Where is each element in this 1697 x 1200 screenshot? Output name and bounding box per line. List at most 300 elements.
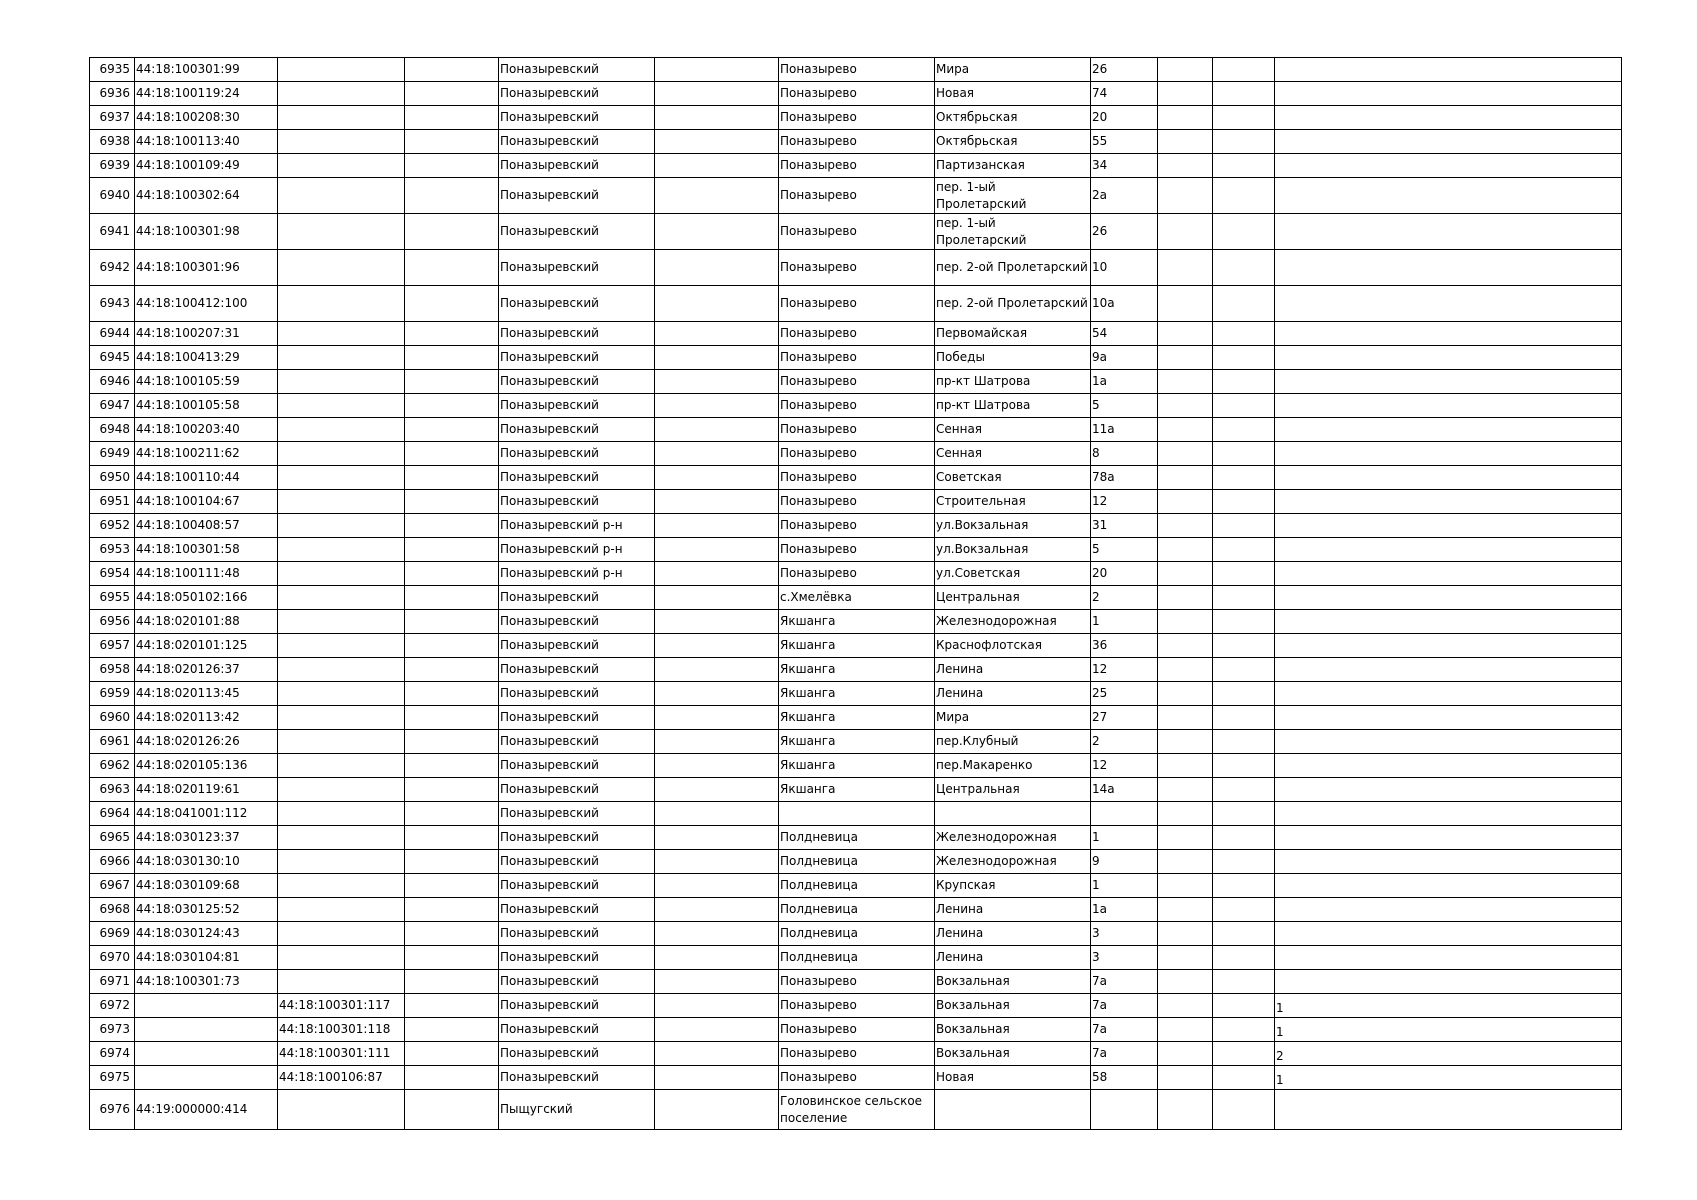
house-cell: 7а [1091, 970, 1158, 994]
empty-cell [655, 130, 779, 154]
table-row [90, 1066, 1622, 1090]
cadastral-number-cell: 44:18:020105:136 [135, 754, 278, 778]
locality-cell: Поназырево [779, 994, 935, 1018]
cadastral-number-cell: 44:18:020113:42 [135, 706, 278, 730]
district-cell: Поназыревский [499, 754, 655, 778]
count-cell [1275, 562, 1622, 586]
empty-cell [655, 490, 779, 514]
empty-cell [405, 730, 499, 754]
cadastral-number-2-cell [278, 898, 405, 922]
cadastral-number-cell: 44:18:020126:26 [135, 730, 278, 754]
locality-cell: Поназырево [779, 286, 935, 322]
cadastral-number-2-cell [278, 850, 405, 874]
cadastral-number-2-cell [278, 730, 405, 754]
house-cell: 25 [1091, 682, 1158, 706]
empty-cell [1213, 58, 1275, 82]
table-row [90, 82, 1622, 106]
count-cell [1275, 922, 1622, 946]
empty-cell [1158, 370, 1213, 394]
cadastral-number-2-cell [278, 1090, 405, 1130]
locality-cell: Поназырево [779, 1066, 935, 1090]
empty-cell [405, 154, 499, 178]
empty-cell [405, 250, 499, 286]
table-row [90, 754, 1622, 778]
table-row [90, 250, 1622, 286]
street-cell: Мира [935, 706, 1091, 730]
street-cell: ул.Вокзальная [935, 514, 1091, 538]
district-cell: Поназыревский [499, 154, 655, 178]
cadastral-number-2-cell [278, 706, 405, 730]
locality-cell: Поназырево [779, 514, 935, 538]
cadastral-number-cell: 44:18:020126:37 [135, 658, 278, 682]
row-number-cell: 6940 [90, 178, 135, 214]
table-row [90, 1018, 1622, 1042]
district-cell: Поназыревский [499, 250, 655, 286]
count-cell [1275, 970, 1622, 994]
empty-cell [655, 514, 779, 538]
district-cell: Поназыревский [499, 874, 655, 898]
empty-cell [1213, 466, 1275, 490]
empty-cell [655, 442, 779, 466]
locality-cell: Поназырево [779, 370, 935, 394]
row-number-cell: 6971 [90, 970, 135, 994]
locality-cell: Полдневица [779, 946, 935, 970]
empty-cell [1158, 394, 1213, 418]
empty-cell [405, 346, 499, 370]
table-row [90, 214, 1622, 250]
empty-cell [1158, 658, 1213, 682]
street-cell: Крупская [935, 874, 1091, 898]
locality-cell: Поназырево [779, 418, 935, 442]
cadastral-number-cell: 44:18:041001:112 [135, 802, 278, 826]
empty-cell [1158, 754, 1213, 778]
street-cell: пер.Клубный [935, 730, 1091, 754]
count-cell [1275, 394, 1622, 418]
cadastral-number-2-cell [278, 802, 405, 826]
count-cell [1275, 154, 1622, 178]
cadastral-number-2-cell [278, 442, 405, 466]
cadastral-number-2-cell [278, 106, 405, 130]
locality-cell: Поназырево [779, 562, 935, 586]
empty-cell [1213, 802, 1275, 826]
empty-cell [655, 802, 779, 826]
empty-cell [655, 706, 779, 730]
empty-cell [1158, 922, 1213, 946]
row-number-cell: 6964 [90, 802, 135, 826]
empty-cell [1213, 154, 1275, 178]
locality-cell: Поназырево [779, 970, 935, 994]
street-cell: Ленина [935, 658, 1091, 682]
cadastral-number-cell: 44:18:100301:99 [135, 58, 278, 82]
cadastral-number-cell: 44:18:030125:52 [135, 898, 278, 922]
cadastral-number-2-cell [278, 586, 405, 610]
empty-cell [405, 874, 499, 898]
table-row [90, 802, 1622, 826]
row-number-cell: 6938 [90, 130, 135, 154]
locality-cell: Поназырево [779, 442, 935, 466]
house-cell: 3 [1091, 922, 1158, 946]
locality-cell: Поназырево [779, 1018, 935, 1042]
empty-cell [1213, 994, 1275, 1018]
street-cell: Партизанская [935, 154, 1091, 178]
table-row [90, 286, 1622, 322]
house-cell: 2а [1091, 178, 1158, 214]
empty-cell [655, 850, 779, 874]
empty-cell [655, 250, 779, 286]
empty-cell [655, 466, 779, 490]
locality-cell: Якшанга [779, 778, 935, 802]
district-cell: Поназыревский [499, 778, 655, 802]
cadastral-number-cell: 44:18:100119:24 [135, 82, 278, 106]
row-number-cell: 6970 [90, 946, 135, 970]
empty-cell [655, 922, 779, 946]
table-row [90, 178, 1622, 214]
street-cell: пер. 1-ый Пролетарский [935, 178, 1091, 214]
district-cell: Поназыревский [499, 850, 655, 874]
empty-cell [405, 58, 499, 82]
locality-cell: Якшанга [779, 658, 935, 682]
street-cell: Советская [935, 466, 1091, 490]
cadastral-number-2-cell [278, 634, 405, 658]
count-cell [1275, 322, 1622, 346]
street-cell: Октябрьская [935, 106, 1091, 130]
locality-cell: Поназырево [779, 130, 935, 154]
house-cell: 26 [1091, 214, 1158, 250]
table-row [90, 658, 1622, 682]
empty-cell [1213, 562, 1275, 586]
street-cell: Мира [935, 58, 1091, 82]
row-number-cell: 6963 [90, 778, 135, 802]
row-number-cell: 6937 [90, 106, 135, 130]
table-row [90, 634, 1622, 658]
house-cell: 31 [1091, 514, 1158, 538]
empty-cell [405, 826, 499, 850]
district-cell: Поназыревский [499, 58, 655, 82]
street-cell: Победы [935, 346, 1091, 370]
street-cell: пр-кт Шатрова [935, 394, 1091, 418]
table-row [90, 850, 1622, 874]
empty-cell [655, 214, 779, 250]
empty-cell [1158, 442, 1213, 466]
street-cell: Железнодорожная [935, 610, 1091, 634]
house-cell: 12 [1091, 490, 1158, 514]
count-cell [1275, 250, 1622, 286]
street-cell: Ленина [935, 922, 1091, 946]
row-number-cell: 6966 [90, 850, 135, 874]
street-cell: Октябрьская [935, 130, 1091, 154]
district-cell: Поназыревский [499, 286, 655, 322]
empty-cell [655, 82, 779, 106]
locality-cell: Поназырево [779, 538, 935, 562]
cadastral-number-cell [135, 1042, 278, 1066]
empty-cell [1213, 286, 1275, 322]
street-cell: ул.Советская [935, 562, 1091, 586]
table-row [90, 322, 1622, 346]
locality-cell: с.Хмелёвка [779, 586, 935, 610]
empty-cell [655, 898, 779, 922]
empty-cell [1158, 286, 1213, 322]
row-number-cell: 6952 [90, 514, 135, 538]
table-row [90, 106, 1622, 130]
empty-cell [1158, 994, 1213, 1018]
cadastral-number-cell: 44:18:100113:40 [135, 130, 278, 154]
empty-cell [655, 826, 779, 850]
cadastral-number-cell: 44:18:100105:59 [135, 370, 278, 394]
row-number-cell: 6941 [90, 214, 135, 250]
district-cell: Поназыревский [499, 442, 655, 466]
empty-cell [1213, 514, 1275, 538]
street-cell: Строительная [935, 490, 1091, 514]
cadastral-number-cell: 44:18:100111:48 [135, 562, 278, 586]
empty-cell [1158, 130, 1213, 154]
street-cell: Ленина [935, 898, 1091, 922]
count-cell [1275, 214, 1622, 250]
empty-cell [1213, 1018, 1275, 1042]
empty-cell [655, 178, 779, 214]
row-number-cell: 6948 [90, 418, 135, 442]
cadastral-number-2-cell [278, 778, 405, 802]
empty-cell [405, 82, 499, 106]
empty-cell [655, 610, 779, 634]
cadastral-number-2-cell [278, 874, 405, 898]
street-cell: Железнодорожная [935, 826, 1091, 850]
cadastral-number-cell [135, 1066, 278, 1090]
empty-cell [405, 1018, 499, 1042]
street-cell: Ленина [935, 946, 1091, 970]
cadastral-number-2-cell [278, 610, 405, 634]
count-cell [1275, 946, 1622, 970]
empty-cell [1213, 106, 1275, 130]
row-number-cell: 6935 [90, 58, 135, 82]
district-cell: Поназыревский [499, 1018, 655, 1042]
locality-cell: Поназырево [779, 1042, 935, 1066]
table-row [90, 538, 1622, 562]
district-cell: Поназыревский [499, 826, 655, 850]
empty-cell [1158, 970, 1213, 994]
count-cell [1275, 802, 1622, 826]
table-row [90, 466, 1622, 490]
empty-cell [1213, 214, 1275, 250]
cadastral-number-cell: 44:19:000000:414 [135, 1090, 278, 1130]
cadastral-number-cell: 44:18:100211:62 [135, 442, 278, 466]
locality-cell: Поназырево [779, 322, 935, 346]
cadastral-number-cell: 44:18:100302:64 [135, 178, 278, 214]
cadastral-number-2-cell [278, 970, 405, 994]
cadastral-number-cell: 44:18:100301:58 [135, 538, 278, 562]
empty-cell [655, 946, 779, 970]
house-cell: 1а [1091, 370, 1158, 394]
house-cell: 8 [1091, 442, 1158, 466]
empty-cell [655, 1090, 779, 1130]
district-cell: Поназыревский [499, 586, 655, 610]
row-number-cell: 6965 [90, 826, 135, 850]
count-cell [1275, 490, 1622, 514]
empty-cell [405, 178, 499, 214]
empty-cell [1158, 466, 1213, 490]
empty-cell [405, 778, 499, 802]
table-row [90, 562, 1622, 586]
cadastral-number-2-cell [278, 394, 405, 418]
cadastral-number-2-cell [278, 286, 405, 322]
row-number-cell: 6951 [90, 490, 135, 514]
count-cell [1275, 778, 1622, 802]
row-number-cell: 6950 [90, 466, 135, 490]
district-cell: Поназыревский [499, 994, 655, 1018]
district-cell: Поназыревский [499, 130, 655, 154]
cadastral-number-cell: 44:18:050102:166 [135, 586, 278, 610]
street-cell: Железнодорожная [935, 850, 1091, 874]
table-row [90, 874, 1622, 898]
empty-cell [1158, 322, 1213, 346]
cadastral-number-cell: 44:18:100207:31 [135, 322, 278, 346]
count-cell: 2 [1275, 1042, 1622, 1066]
empty-cell [405, 538, 499, 562]
house-cell: 20 [1091, 562, 1158, 586]
district-cell: Поназыревский [499, 610, 655, 634]
empty-cell [655, 994, 779, 1018]
empty-cell [1158, 874, 1213, 898]
empty-cell [655, 562, 779, 586]
empty-cell [1213, 778, 1275, 802]
cadastral-number-cell: 44:18:020113:45 [135, 682, 278, 706]
district-cell: Поназыревский [499, 634, 655, 658]
cadastral-number-cell: 44:18:030104:81 [135, 946, 278, 970]
street-cell: Краснофлотская [935, 634, 1091, 658]
house-cell: 1 [1091, 610, 1158, 634]
street-cell: Новая [935, 82, 1091, 106]
house-cell: 27 [1091, 706, 1158, 730]
cadastral-number-cell: 44:18:020101:88 [135, 610, 278, 634]
empty-cell [1158, 730, 1213, 754]
row-number-cell: 6947 [90, 394, 135, 418]
house-cell: 26 [1091, 58, 1158, 82]
count-cell [1275, 826, 1622, 850]
empty-cell [405, 850, 499, 874]
cadastral-number-cell: 44:18:100412:100 [135, 286, 278, 322]
empty-cell [655, 1018, 779, 1042]
empty-cell [1213, 250, 1275, 286]
empty-cell [405, 922, 499, 946]
row-number-cell: 6969 [90, 922, 135, 946]
empty-cell [405, 130, 499, 154]
empty-cell [1213, 418, 1275, 442]
table-row [90, 898, 1622, 922]
empty-cell [1158, 1090, 1213, 1130]
locality-cell: Поназырево [779, 178, 935, 214]
house-cell: 10а [1091, 286, 1158, 322]
empty-cell [1158, 214, 1213, 250]
empty-cell [1213, 706, 1275, 730]
count-cell [1275, 610, 1622, 634]
house-cell: 34 [1091, 154, 1158, 178]
locality-cell: Полдневица [779, 826, 935, 850]
cadastral-number-2-cell [278, 562, 405, 586]
cadastral-number-cell: 44:18:100413:29 [135, 346, 278, 370]
empty-cell [405, 466, 499, 490]
cadastral-number-cell: 44:18:030124:43 [135, 922, 278, 946]
empty-cell [1213, 826, 1275, 850]
count-cell [1275, 286, 1622, 322]
district-cell: Поназыревский [499, 490, 655, 514]
table-row [90, 418, 1622, 442]
empty-cell [655, 754, 779, 778]
house-cell: 3 [1091, 946, 1158, 970]
cadastral-number-2-cell [278, 154, 405, 178]
empty-cell [1213, 538, 1275, 562]
table-row [90, 610, 1622, 634]
empty-cell [1213, 730, 1275, 754]
empty-cell [1158, 154, 1213, 178]
house-cell: 12 [1091, 754, 1158, 778]
cadastral-number-cell [135, 994, 278, 1018]
count-cell [1275, 346, 1622, 370]
empty-cell [655, 634, 779, 658]
empty-cell [1213, 394, 1275, 418]
row-number-cell: 6975 [90, 1066, 135, 1090]
table-row [90, 778, 1622, 802]
locality-cell: Полдневица [779, 898, 935, 922]
cadastral-number-2-cell [278, 178, 405, 214]
count-cell: 1 [1275, 1018, 1622, 1042]
empty-cell [1213, 1090, 1275, 1130]
count-cell [1275, 418, 1622, 442]
street-cell: Центральная [935, 586, 1091, 610]
district-cell: Поназыревский [499, 898, 655, 922]
cadastral-number-2-cell [278, 682, 405, 706]
empty-cell [1213, 1066, 1275, 1090]
street-cell: Новая [935, 1066, 1091, 1090]
house-cell: 7а [1091, 994, 1158, 1018]
cadastral-number-2-cell [278, 82, 405, 106]
empty-cell [405, 970, 499, 994]
house-cell: 1 [1091, 826, 1158, 850]
empty-cell [1158, 682, 1213, 706]
table-row [90, 1042, 1622, 1066]
empty-cell [1158, 418, 1213, 442]
cadastral-number-2-cell [278, 490, 405, 514]
empty-cell [1158, 250, 1213, 286]
district-cell: Поназыревский р-н [499, 514, 655, 538]
table-row [90, 826, 1622, 850]
house-cell: 2 [1091, 730, 1158, 754]
empty-cell [655, 418, 779, 442]
cadastral-number-2-cell [278, 418, 405, 442]
empty-cell [405, 610, 499, 634]
locality-cell: Поназырево [779, 250, 935, 286]
district-cell: Поназыревский [499, 946, 655, 970]
house-cell: 54 [1091, 322, 1158, 346]
empty-cell [405, 442, 499, 466]
locality-cell: Поназырево [779, 466, 935, 490]
empty-cell [1158, 178, 1213, 214]
cadastral-number-2-cell: 44:18:100301:111 [278, 1042, 405, 1066]
house-cell [1091, 802, 1158, 826]
empty-cell [405, 994, 499, 1018]
street-cell: пр-кт Шатрова [935, 370, 1091, 394]
empty-cell [405, 322, 499, 346]
empty-cell [405, 106, 499, 130]
empty-cell [1213, 634, 1275, 658]
empty-cell [1213, 370, 1275, 394]
empty-cell [1213, 610, 1275, 634]
district-cell: Поназыревский [499, 82, 655, 106]
empty-cell [655, 778, 779, 802]
empty-cell [655, 346, 779, 370]
house-cell: 5 [1091, 538, 1158, 562]
locality-cell: Поназырево [779, 58, 935, 82]
house-cell: 55 [1091, 130, 1158, 154]
house-cell: 7а [1091, 1018, 1158, 1042]
